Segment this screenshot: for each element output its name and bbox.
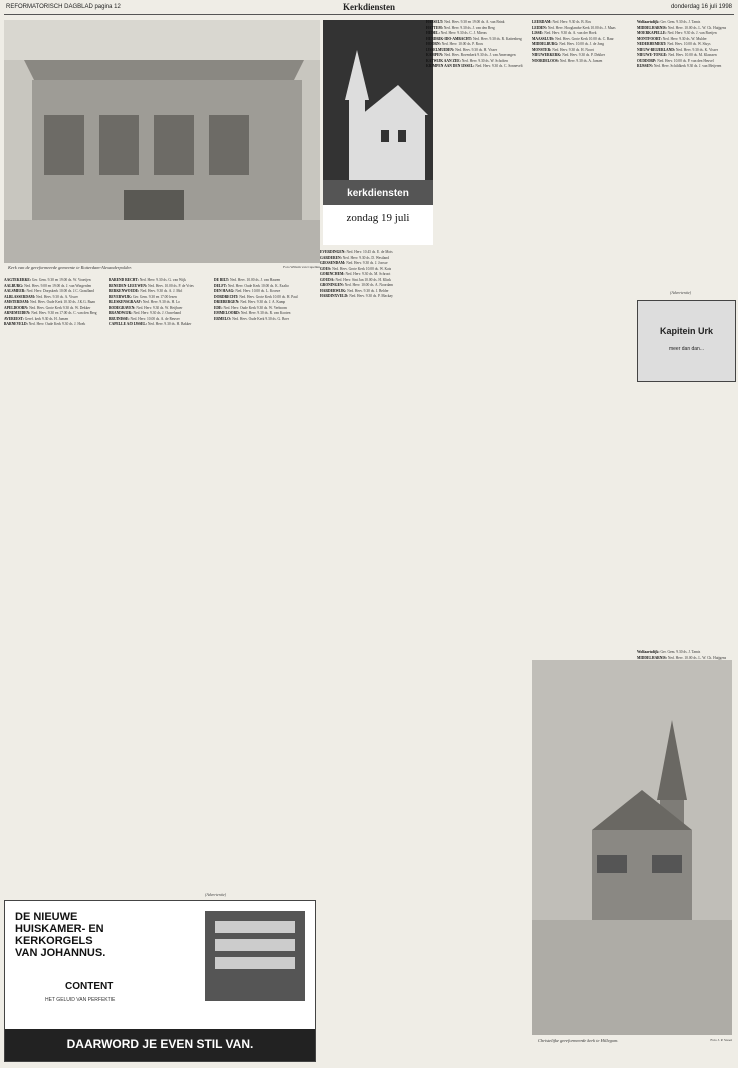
listing-entry: MIDDELHARNIS: Ned. Herv. 10.00 ds. L. W. Ch. Huijgens [637,655,727,660]
listing-entry: AAGTEKERKE: Ger. Gem. 9.30 en 19.00 ds. W. Vooeijen [4,278,91,282]
listing-entry: BRANDWIJK: Ned. Herv. 9.30 ds. J. Ouwehand [109,311,181,315]
listing-entry: DE BILT: Ned. Herv. 10.00 ds. J. van Haaren [214,278,281,282]
ad-label-1: (Advertentie) [205,892,227,897]
listing-entry: NIEUWERKERK: Ned. Herv. 9.30 ds. P. Dekker [532,53,605,57]
ad-line-3: KERKORGELS [15,935,93,948]
listing-entry: AMSTERDAM: Ned. Herv. Oude Kerk 10.30 ds. J.K.G. Baan [4,300,95,304]
listing-entry: HENDRIK-IDO-AMBACHT: Ned. Herv. 9.30 ds. R. Kattenberg [426,36,522,41]
church-building-image [4,20,320,263]
listing-entry: GOES: Ned. Herv. Grote Kerk 10.00 ds. W. Kats [320,266,392,271]
listing-entry: EDE: Ned. Herv. Oude Kerk 9.30 ds. W. Verboom [214,305,287,310]
listing-entry: OUDDORP: Ned. Herv. 10.00 ds. P. van den Heuvel [637,58,714,63]
listing-entry: BRUINISSE: Ned. Herv. 10.00 ds. A. de Reuver [109,316,180,321]
column-4 [320,250,421,1060]
kerkdiensten-banner [323,20,433,245]
page-header [4,0,734,15]
listing-entry: DEN HAAG: Ned. Herv. 10.00 ds. L. Kroeze [214,289,281,293]
listing-entry: MIDDELHARNIS: Ned. Herv. 10.00 ds. L. W. Ch. Huijgens [637,25,727,30]
listing-entry: NEDERHEMERT: Ned. Herv. 10.00 ds. W. Sluys [637,42,711,46]
column-5 [426,20,526,1060]
listing-entry: ARNEMUIDEN: Ned. Herv. 9.30 en 17.00 ds. C. van den Berg [4,311,97,315]
listing-entry: Wolfaartsdijk: Ger. Gem. 9.30 ds. J. Tamis [637,20,701,24]
listing-entry: MONSTER: Ned. Herv. 9.30 ds. H. Noort [532,47,594,52]
section-title: Kerkdiensten [342,2,395,12]
ad2-sub: meer dan dan... [668,346,705,352]
listing-entry: BENEDEN-LEEUWEN: Ned. Herv. 10.00 ds. P. de Vries [109,283,194,288]
ad2-title: Kapitein Urk [659,326,713,336]
banner-title: kerkdiensten [347,188,409,199]
listing-entry: HARDINXVELD: Ned. Herv. 9.30 ds. P. Mackay [320,294,393,298]
ad-line-2: HUISKAMER- EN [15,923,104,936]
listing-entry: GARDEREN: Ned. Herv. 9.30 ds. D. Westland [320,255,389,260]
column-1 [4,278,103,888]
photo-caption [8,265,320,273]
listing-entry: MIDDELBURG: Ned. Herv. 10.00 ds. J. de Jong [532,42,605,46]
column-2 [109,278,208,888]
listing-entry: AALSMEER: Ned. Herv. Dorpskerk 10.00 ds. J.C. Graafland [4,289,94,293]
listing-entry: BAREND RECHT: Ned. Herv. 9.30 ds. G. van Wijk [109,278,186,282]
listing-entry: ERMELO: Ned. Herv. Oude Kerk 9.30 ds. G. Boer [214,316,289,321]
listing-entry: HASSELT: Ned. Herv. 9.30 en 19.00 ds. A. van Brink [426,20,505,24]
listing-entry: EMMELOORD: Ned. Herv. 9.30 ds. R. van Kooten [214,311,291,315]
listing-entry: LEIDEN: Ned. Herv. Hooglandse Kerk 10.00 ds. J. Maas [532,25,616,30]
ad-label-2: (Advertentie) [670,290,692,295]
listing-entry: LEERDAM: Ned. Herv. 9.30 ds. B. Ros [532,20,591,24]
listing-entry: BERKENWOUDE: Ned. Herv. 9.30 ds. A. J. Mol [109,289,183,293]
listing-entry: LISSE: Ned. Herv. 9.30 ds. A. van der Hoek [532,31,597,35]
ad-brand: CONTENT [65,981,114,992]
listing-entry: MOERKAPELLE: Ned. Herv. 9.30 ds. J. van Boeijen [637,31,717,35]
church-hillegom-image [532,660,732,1035]
listing-entry: KAMPEN: Ned. Herv. Bovenkerk 9.30 ds. J. van Amerongen [426,53,516,57]
listing-entry: NIEUW-BEIJERLAND: Ned. Herv. 9.30 ds. K. Visser [637,47,718,52]
ad-line-1: DE NIEUWE [15,911,78,923]
caption-text: Kerk van de gereformeerde gemeente te Rotterdam-Alexanderpolder. [8,265,132,270]
listing-entry: DORDRECHT: Ned. Herv. Grote Kerk 10.00 ds. H. Paul [214,294,298,299]
listing-entry: NOORDELOOS: Ned. Herv. 9.30 ds. A. Jansen [532,58,603,63]
listing-entry: HEDEL: Ned. Herv. 9.30 ds. C. J. Mieras [426,31,487,35]
caption2-text: Christelijke gereformeerde kerk te Hillegom. [538,1038,619,1043]
church-photo-hillegom [532,660,732,1035]
page-date: donderdag 16 juli 1998 [670,4,732,10]
listing-entry: BARNEVELD: Ned. Herv. Oude Kerk 9.30 ds. J. Hoek [4,322,86,326]
column-3 [214,278,314,888]
ad-line-4: VAN JOHANNUS. [15,947,106,960]
paper-name: REFORMATORISCH DAGBLAD pagina 12 [6,4,121,10]
ad-slogan: DAARWORD JE EVEN STIL VAN. [66,1037,254,1051]
listing-entry: HARDERWIJK: Ned. Herv. 9.30 ds. J. Belder [320,288,389,293]
listing-entry: KATWIJK AAN ZEE: Ned. Herv. 9.30 ds. W. Scholten [426,58,508,63]
photo2-credit: Foto J. P. Snoei [710,1038,732,1042]
listing-entry: Wolfaartsdijk: Ger. Gem. 9.30 ds. J. Tamis [637,650,701,654]
johannus-ad[interactable] [4,900,316,1062]
listing-entry: ALBLASSERDAM: Ned. Herv. 9.30 ds. A. Visser [4,294,78,299]
listing-entry: MAASSLUIS: Ned. Herv. Grote Kerk 10.00 ds. C. Baar [532,36,614,41]
photo2-caption [538,1038,732,1046]
listing-entry: GORINCHEM: Ned. Herv. 9.30 ds. M. Schroot [320,272,391,276]
listing-entry: HATTEM: Ned. Herv. 9.30 ds. J. van den Berg [426,25,495,30]
kapitein-urk-ad[interactable] [637,300,736,382]
listing-entry: BODEGRAVEN: Ned. Herv. 9.30 ds. W. Heijboer [109,305,183,310]
listing-entry: KRIMPEN AAN DEN IJSSEL: Ned. Herv. 9.30 ds. C. Sonnevelt [426,64,523,68]
photo-credit: Foto Willem van Capellen [283,265,320,269]
listing-entry: GOUDA: Ned. Herv. Sint Jan 10.00 ds. H. Klink [320,277,391,282]
listing-entry: CAPELLE A/D IJSSEL: Ned. Herv. 9.30 ds. H. Bakker [109,322,192,326]
church-silhouette-icon [323,20,433,205]
listing-entry: AVEREEST: Geref. kerk 9.30 ds. H. Jansen [4,316,69,321]
banner-date: zondag 19 juli [346,212,410,224]
listing-entry: NIEUWE-TONGE: Ned. Herv. 10.00 ds. M. Klaassen [637,53,717,57]
church-photo-rotterdam [4,20,320,263]
listing-entry: BEVERWIJK: Ger. Gem. 9.30 en 17.00 lezen [109,294,177,299]
listing-entry: DRIEBERGEN: Ned. Herv. 9.30 ds. J. A. Kamp [214,300,286,304]
ad-tagline: HET GELUID VAN PERFEKTIE [45,997,116,1003]
listing-entry: DELFT: Ned. Herv. Oude Kerk 10.00 ds. K. Exalto [214,283,289,288]
listing-entry: GIESSENDAM: Ned. Herv. 9.30 ds. J. Joosse [320,261,388,265]
listing-entry: RIJSSEN: Ned. Herv. Schildkerk 9.30 ds. J. van Meijeren [637,64,722,68]
listing-entry: IJSSELMUIDEN: Ned. Herv. 9.30 ds. H. Visser [426,47,498,52]
listing-entry: AALBURG: Ned. Herv. 9.00 en 19.00 ds. J. van Wingerden [4,283,92,288]
listing-entry: HOORN: Ned. Herv. 10.00 ds. P. Roos [426,42,483,46]
listing-entry: GRONINGEN: Ned. Herv. 10.00 ds. A. Noordam [320,283,393,287]
listing-entry: BLESKENSGRAAF: Ned. Herv. 9.30 ds. H. Lo [109,300,180,304]
listing-entry: EVERDINGEN: Ned. Herv. 10.45 ds. E. de Mots [320,250,393,254]
listing-entry: MONTFOORT: Ned. Herv. 9.30 ds. W. Mulder [637,36,707,41]
listing-entry: APELDOORN: Ned. Herv. Grote Kerk 9.30 ds. W. Dekker [4,305,91,310]
